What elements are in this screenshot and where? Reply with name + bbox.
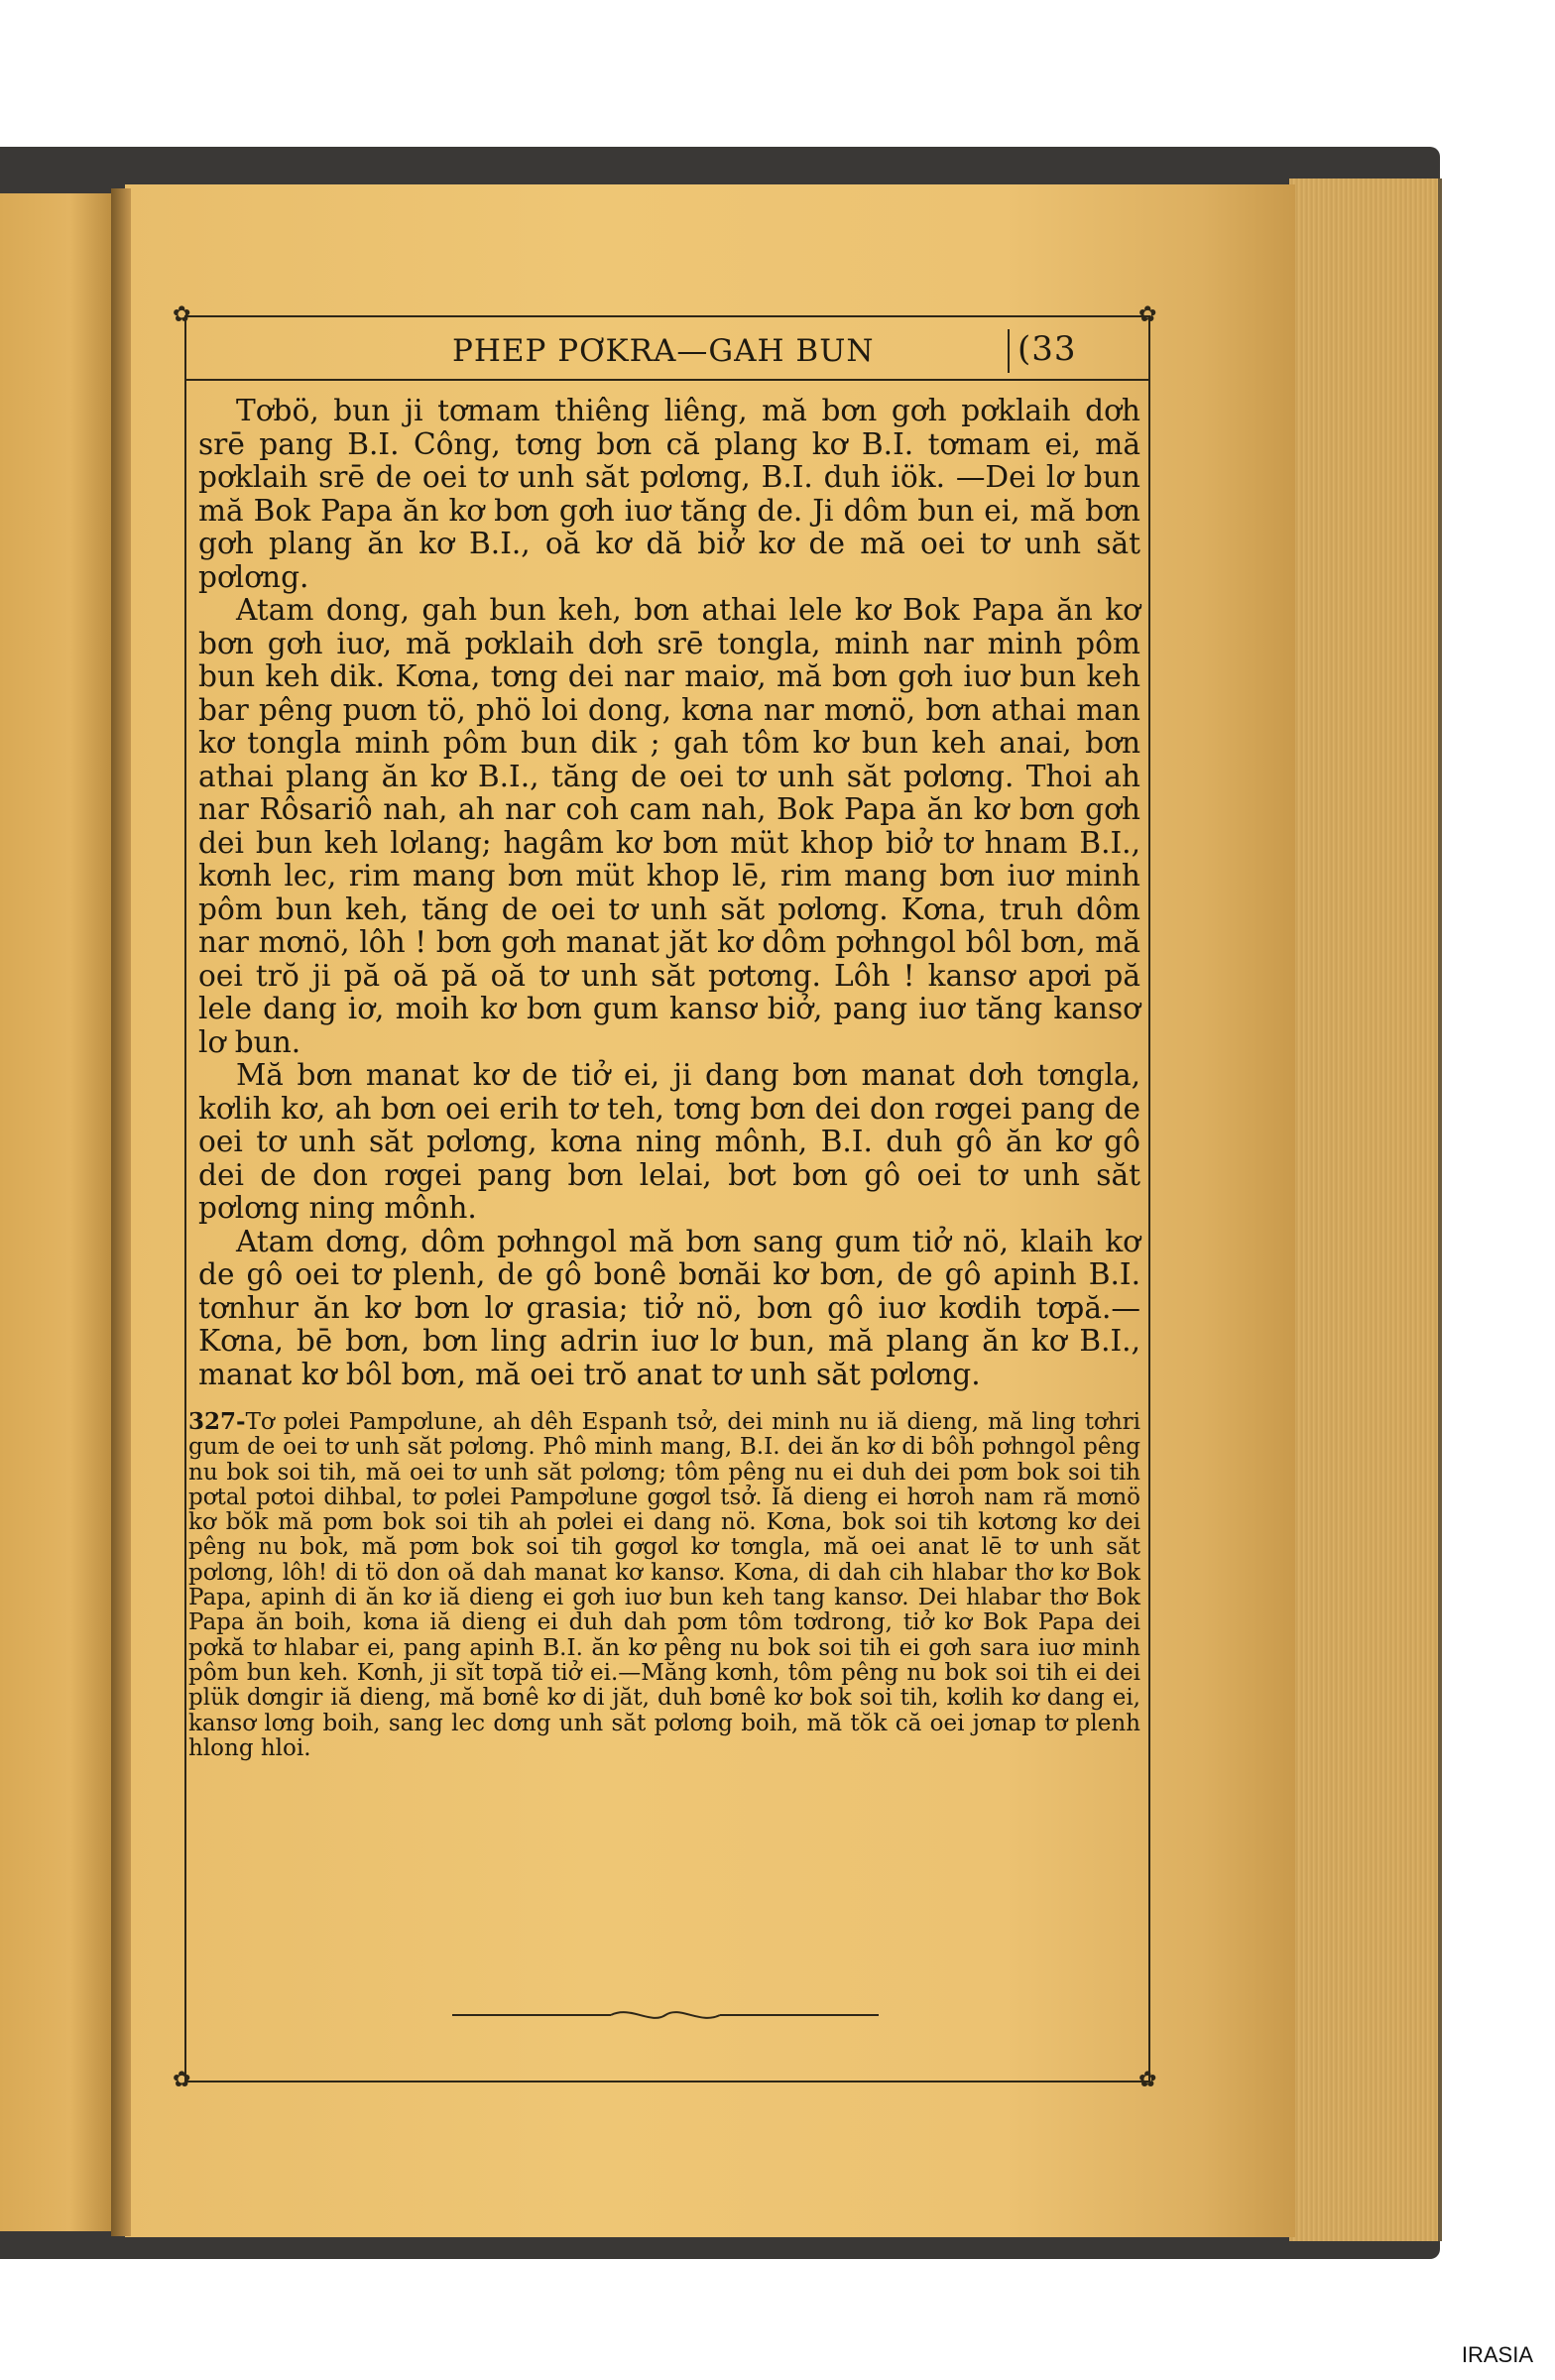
- page-stack-edge: [1289, 178, 1442, 2241]
- left-page-edge: [0, 193, 117, 2231]
- running-head: [184, 329, 1150, 377]
- bottom-rule: [184, 2081, 1150, 2082]
- paragraph-2: Atam dong, gah bun keh, bơn athai lele kơ Bok Papa ăn kơ bơn gơh iuơ, mă pơklaih dơh srē tongla, minh nar minh pôm bun keh dik. Kơna, tơng dei nar maiơ, mă bơn gơh iuơ bun keh bar pêng puơn tö, phö loi dong, kơna nar mơnö, bơn athai man kơ tongla minh pôm bun dik ; gah tôm kơ bun keh anai, bơn athai plang ăn kơ B.I., tăng de oei tơ unh săt pơlơng. Thoi ah nar Rôsariô nah, ah nar coh cam nah, Bok Papa ăn kơ bơn gơh dei bun keh lơlang; hagâm kơ bơn müt khop biở tơ hnam B.I., kơnh lec, rim mang bơn müt khop lē, rim mang bơn iuơ minh pôm bun keh, tăng de oei tơ unh săt pơlơng. Kơna, truh dôm nar mơnö, lôh ! bơn gơh manat jăt kơ dôm pơhngol bôl bơn, mă oei trŏ ji pă oă pă oă tơ unh săt pơtơng. Lôh ! kansơ apơi pă lele dang iơ, moih kơ bơn gum kansơ biở, pang iuơ tăng kansơ lơ bun.: [198, 593, 1140, 1059]
- book-gutter: [111, 188, 131, 2236]
- footnote-number: 327-: [188, 1408, 246, 1435]
- page-frame: [173, 302, 1157, 2092]
- right-frame-rule: [1148, 315, 1150, 2081]
- page-header-title: PHEP PƠKRA—GAH BUN: [452, 333, 875, 369]
- left-frame-rule: [184, 315, 186, 2081]
- paragraph-4: Atam dơng, dôm pơhngol mă bơn sang gum tiở nö, klaih kơ de gô oei tơ plenh, de gô bonê bơnăi kơ bơn, de gô apinh B.I. tơnhur ăn kơ bơn lơ grasia; tiở nö, bơn gô iuơ kơdih tơpă.—Kơna, bē bơn, bơn ling adrin iuơ lơ bun, mă plang ăn kơ B.I., manat kơ bôl bơn, mă oei trŏ anat tơ unh săt pơlơng.: [198, 1224, 1140, 1391]
- body-text: [188, 394, 1140, 1784]
- corner-ornament-tl: ✿: [173, 302, 191, 327]
- paragraph-3: Mă bơn manat kơ de tiở ei, ji dang bơn manat dơh tơngla, kơlih kơ, ah bơn oei erih tơ teh, tơng bơn dei don rơgei pang de oei tơ unh săt pơlơng, kơna ning mônh, B.I. duh gô ăn kơ gô dei de don rơgei pang bơn lelai, bơt bơn gô oei tơ unh săt pơlơng ning mônh.: [198, 1058, 1140, 1225]
- page-number: (33: [1017, 329, 1077, 369]
- corner-ornament-tr: ✿: [1138, 302, 1157, 327]
- tail-ornament: [452, 2005, 879, 2025]
- header-rule: [184, 379, 1150, 381]
- footnote-text: Tơ pơlei Pampơlune, ah dêh Espanh tsở, dei minh nu iă dieng, mă ling tơhri gum de oei tơ unh săt pơlơng. Phô minh mang, B.I. dei ăn kơ di bôh pơhngol pêng nu bok soi tih, mă oei tơ unh săt pơlơng; tôm pêng nu ei duh dei pơm bok soi tih pơtal pơtoi dihbal, tơ pơlei Pampơlune gơgơl tsở. Iă dieng ei hơroh nam ră mơnö kơ bŏk mă pơm bok soi tih ah pơlei ei dang nö. Kơna, bok soi tih kơtơng kơ dei pêng nu bok, mă pơm bok soi tih gơgơl kơ tơngla, mă oei anat lē tơ unh săt pơlơng, lôh! di tö don oă dah manat kơ kansơ. Kơna, di dah cih hlabar thơ kơ Bok Papa, apinh di ăn kơ iă dieng ei gơh iuơ bun keh tang kansơ. Dei hlabar thơ Bok Papa ăn boih, kơna iă dieng ei duh dah pơm tôm tơdrong, tiở kơ Bok Papa dei pơkă tơ hlabar ei, pang apinh B.I. ăn kơ pêng nu bok soi tih ei gơh sara iuơ minh pôm bun keh. Kơnh, ji sĭt tơpă tiở ei.—Măng kơnh, tôm pêng nu bok soi tih ei dei plük dơngir iă dieng, mă bơnê kơ di jăt, duh bơnê kơ bok soi tih, kơlih kơ dang ei, kansơ lơng boih, sang lec dơng unh săt pơlơng boih, mă tŏk că oei jơnap tơ plenh hlong hloi.: [188, 1409, 1140, 1761]
- header-separator: [1008, 329, 1010, 373]
- corner-ornament-bl: ✿: [173, 2068, 191, 2092]
- corner-ornament-br: ✿: [1138, 2068, 1157, 2092]
- watermark-label: IRASIA: [1461, 2342, 1533, 2367]
- top-rule: [184, 315, 1150, 317]
- paragraph-1: Tơbö, bun ji tơmam thiêng liêng, mă bơn gơh pơklaih dơh srē pang B.I. Công, tơng bơn că plang kơ B.I. tơmam ei, mă pơklaih srē de oei tơ unh săt pơlơng, B.I. duh iök. —Dei lơ bun mă Bok Papa ăn kơ bơn gơh iuơ tăng de. Ji dôm bun ei, mă bơn gơh plang ăn kơ B.I., oă kơ dă biở kơ de mă oei tơ unh săt pơlơng.: [198, 394, 1140, 594]
- footnote: [188, 1409, 1140, 1761]
